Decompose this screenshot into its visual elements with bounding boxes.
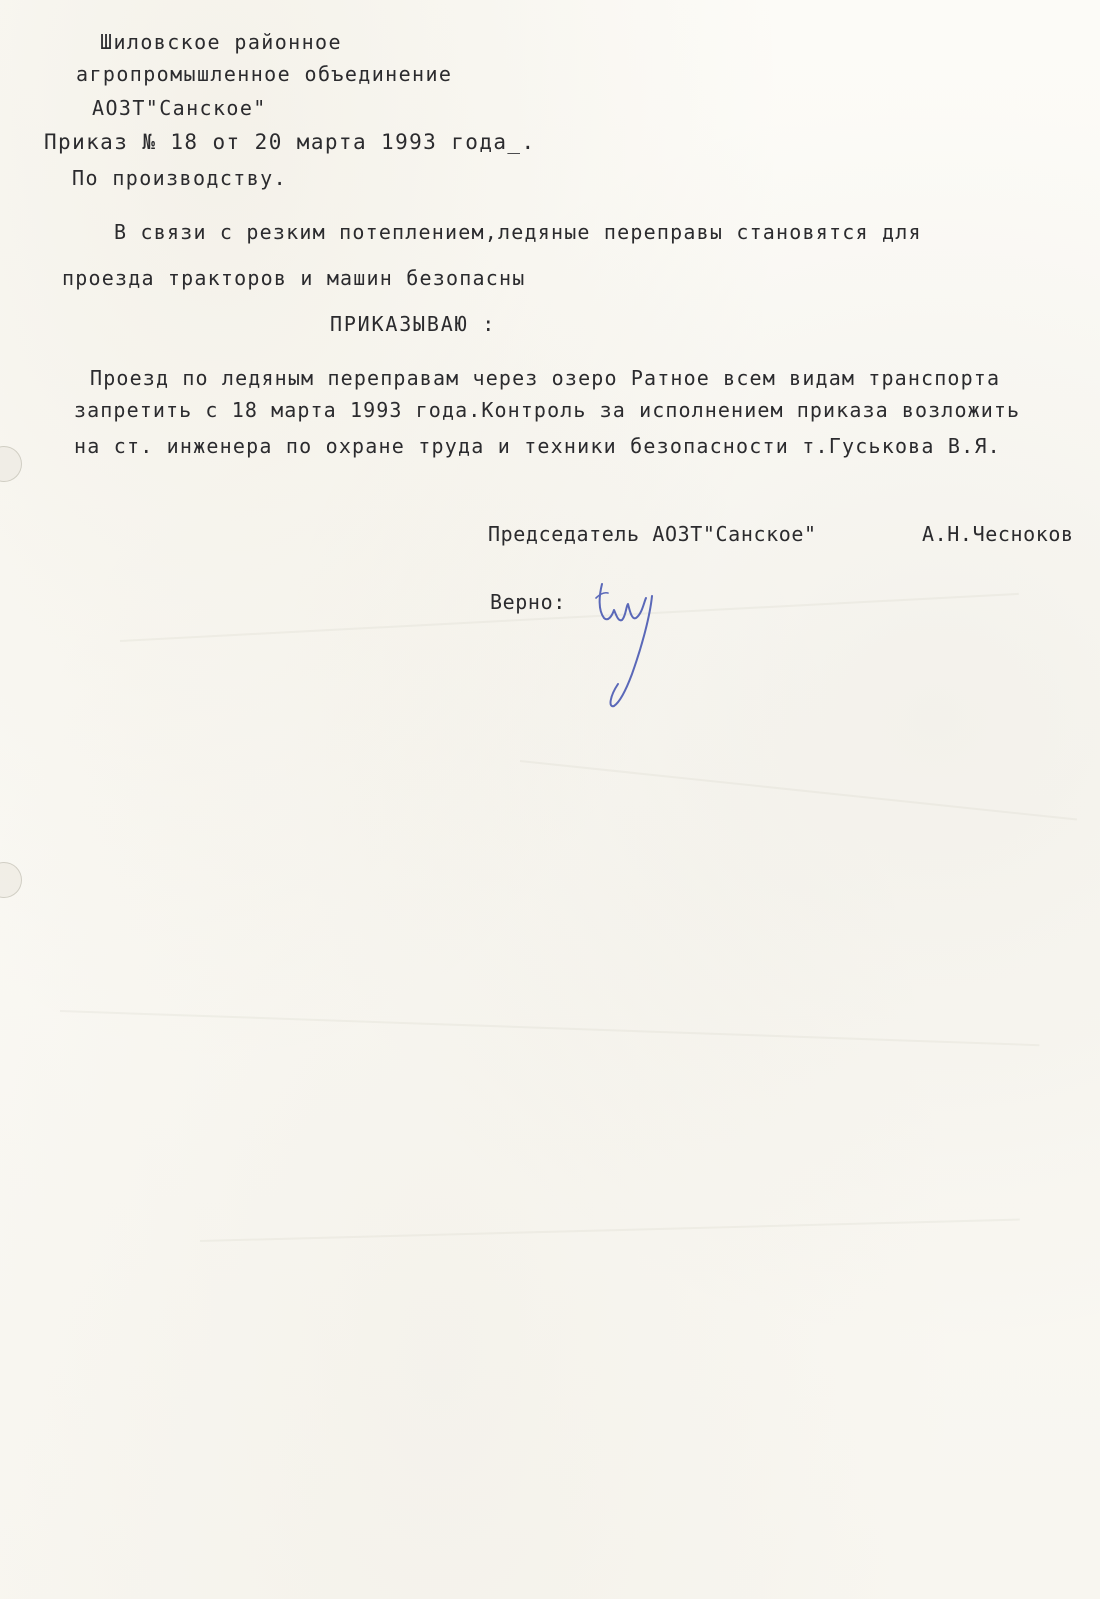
order-line: запретить с 18 марта 1993 года.Контроль за исполнением приказа возложить (74, 398, 1021, 422)
order-number-date: Приказ № 18 от 20 марта 1993 года_. (44, 130, 536, 154)
paper-crease (200, 1219, 1020, 1242)
order-title: ПРИКАЗЫВАЮ : (330, 312, 497, 336)
organization-association: агропромышленное объединение (76, 62, 453, 86)
signatory-name: А.Н.Чесноков (922, 522, 1074, 546)
signatory-position: Председатель АОЗТ"Санское" (488, 522, 817, 546)
order-subject: По производству. (72, 166, 288, 190)
intro-line: В связи с резким потеплением,ледяные переправы становятся для (114, 220, 922, 244)
certified-label: Верно: (490, 590, 566, 614)
organization-district: Шиловское районное (100, 30, 342, 54)
punch-hole-mark (0, 862, 22, 898)
paper-crease (520, 760, 1077, 821)
organization-name: АОЗТ"Санское" (92, 96, 267, 120)
punch-hole-mark (0, 446, 22, 482)
order-line: Проезд по ледяным переправам через озеро Ратное всем видам транспорта (90, 366, 1001, 390)
paper-crease (60, 1010, 1039, 1046)
paper-crease (120, 593, 1019, 642)
order-line: на ст. инженера по охране труда и техники безопасности т.Гуськова В.Я. (74, 434, 1001, 458)
intro-line: проезда тракторов и машин безопасны (62, 266, 526, 290)
handwritten-signature (592, 576, 672, 716)
